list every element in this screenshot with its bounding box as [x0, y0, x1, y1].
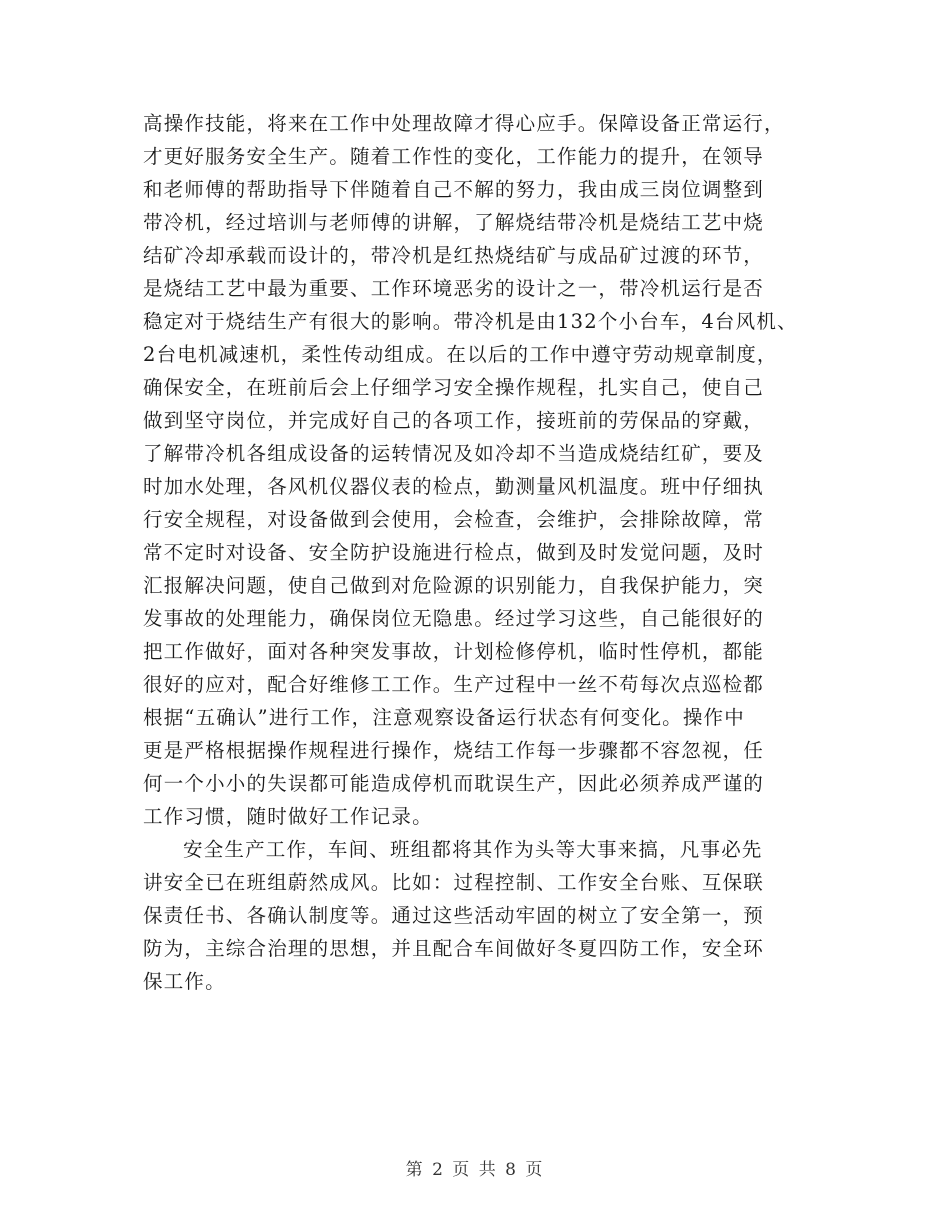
text-line: 才更好服务安全生产。随着工作性的变化，工作能力的提升，在领导	[143, 145, 765, 168]
text-line: 工作习惯，随时做好工作记录。	[143, 805, 433, 828]
text-line: 行安全规程，对设备做到会使用，会检查，会维护，会排除故障，常	[143, 508, 765, 531]
text-line: 汇报解决问题，使自己做到对危险源的识别能力，自我保护能力，突	[143, 574, 765, 597]
text-line: 根据“五确认”进行工作，注意观察设备运行状态有何变化。操作中	[143, 706, 745, 729]
text-line: 高操作技能，将来在工作中处理故障才得心应手。保障设备正常运行，	[143, 112, 785, 135]
text-line: 常不定时对设备、安全防护设施进行检点，做到及时发觉问题，及时	[143, 541, 765, 564]
document-body	[143, 107, 815, 998]
text-line: 和老师傅的帮助指导下伴随着自己不解的努力，我由成三岗位调整到	[143, 178, 765, 201]
paragraph-2	[143, 833, 815, 998]
text-line: 讲安全已在班组蔚然成风。比如：过程控制、工作安全台账、互保联	[143, 871, 765, 894]
text-line: 稳定对于烧结生产有很大的影响。带冷机是由132个小台车，4台风机、	[143, 310, 798, 333]
text-line: 时加水处理，各风机仪器仪表的检点，勤测量风机温度。班中仔细执	[143, 475, 765, 498]
text-line: 发事故的处理能力，确保岗位无隐患。经过学习这些，自己能很好的	[143, 607, 765, 630]
text-line: 防为，主综合治理的思想，并且配合车间做好冬夏四防工作，安全环	[143, 937, 765, 960]
text-line: 结矿冷却承载而设计的，带冷机是红热烧结矿与成品矿过渡的环节，	[143, 244, 765, 267]
text-line: 把工作做好，面对各种突发事故，计划检修停机，临时性停机，都能	[143, 640, 765, 663]
paragraph-1	[143, 107, 815, 833]
text-line: 做到坚守岗位，并完成好自己的各项工作，接班前的劳保品的穿戴，	[143, 409, 765, 432]
text-line: 安全生产工作，车间、班组都将其作为头等大事来搞，凡事必先	[183, 838, 763, 861]
text-line: 保工作。	[143, 970, 226, 993]
text-line: 是烧结工艺中最为重要、工作环境恶劣的设计之一，带冷机运行是否	[143, 277, 765, 300]
text-line: 很好的应对，配合好维修工工作。生产过程中一丝不苟每次点巡检都	[143, 673, 765, 696]
text-line: 确保安全，在班前后会上仔细学习安全操作规程，扎实自己，使自己	[143, 376, 765, 399]
page-number-footer: 第 2 页 共 8 页	[405, 1160, 545, 1180]
text-line: 带冷机，经过培训与老师傅的讲解，了解烧结带冷机是烧结工艺中烧	[143, 211, 765, 234]
text-line: 了解带冷机各组成设备的运转情况及如冷却不当造成烧结红矿，要及	[143, 442, 765, 465]
text-line: 何一个小小的失误都可能造成停机而耽误生产，因此必须养成严谨的	[143, 772, 765, 795]
text-line: 更是严格根据操作规程进行操作，烧结工作每一步骤都不容忽视，任	[143, 739, 765, 762]
text-line: 2台电机减速机，柔性传动组成。在以后的工作中遵守劳动规章制度，	[143, 343, 778, 366]
text-line: 保责任书、各确认制度等。通过这些活动牢固的树立了安全第一，预	[143, 904, 765, 927]
